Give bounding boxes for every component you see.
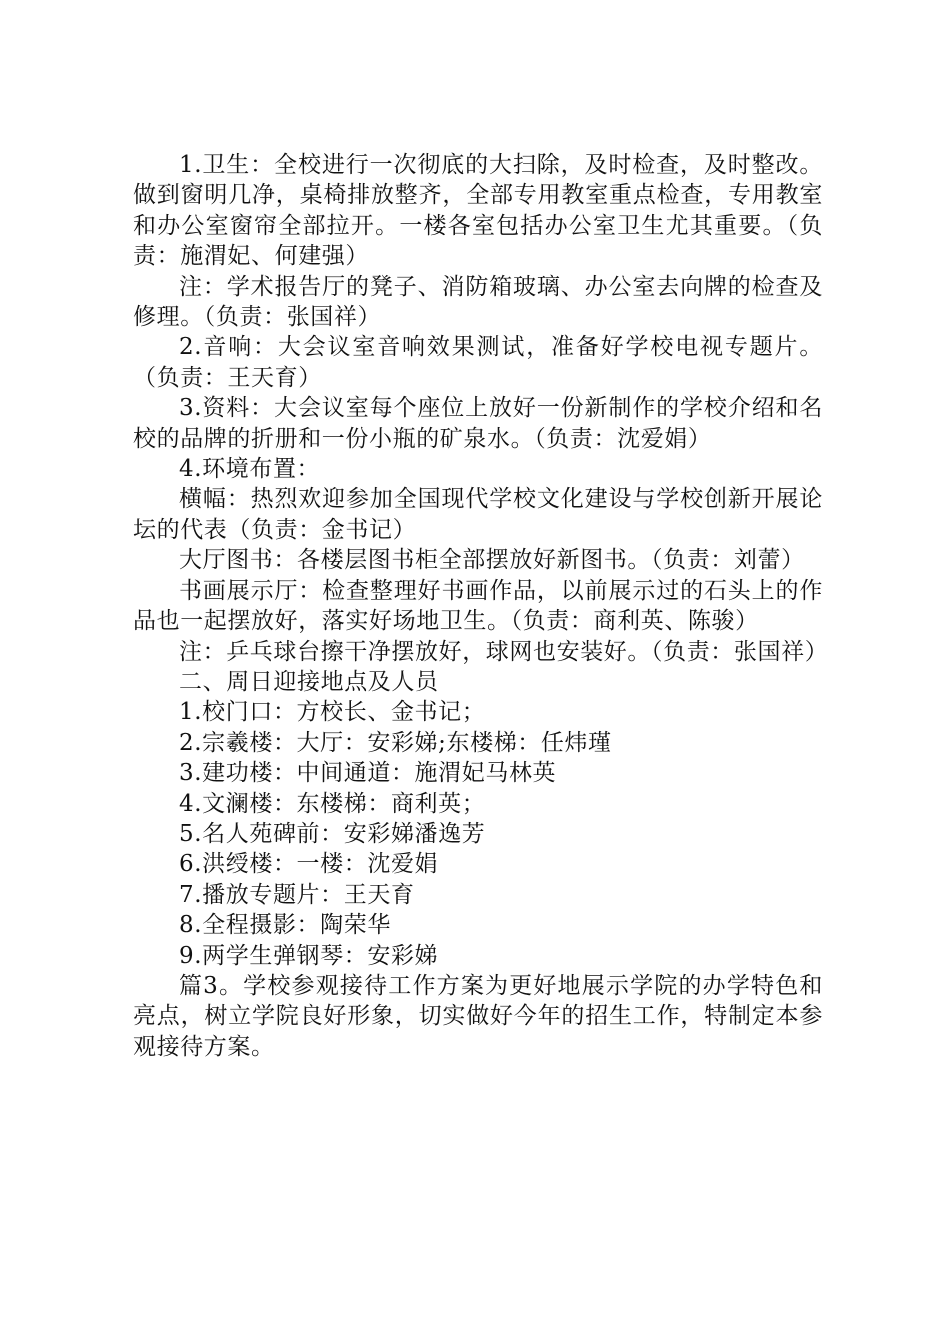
list-item-school-gate: 1.校门口：方校长、金书记；: [179, 699, 486, 726]
list-item-video: 7.播放专题片：王天育: [179, 881, 415, 908]
section-heading-sunday: 二、周日迎接地点及人员: [179, 668, 439, 695]
paragraph-lobby-books: 大厅图书：各楼层图书柜全部摆放好新图书。（负责：刘蕾）: [179, 547, 805, 574]
list-item-celebrity-garden: 5.名人苑碑前：安彩娣潘逸芳: [179, 820, 486, 847]
paragraph-art-hall: 书画展示厅：检查整理好书画作品，以前展示过的石头上的作品也一起摆放好，落实好场地卫生。（负责：商利英、陈骏）: [133, 577, 823, 635]
paragraph-note-table-tennis: 注：乒乓球台擦干净摆放好，球网也安装好。（负责：张国祥）: [179, 638, 829, 665]
list-item-piano: 9.两学生弹钢琴：安彩娣: [179, 942, 439, 969]
list-item-hongshou-building: 6.洪绶楼：一楼：沈爱娟: [179, 851, 439, 878]
paragraph-banner: 横幅：热烈欢迎参加全国现代学校文化建设与学校创新开展论坛的代表（负责：金书记）: [133, 486, 823, 543]
paragraph-hygiene: 1.卫生：全校进行一次彻底的大扫除，及时检查，及时整改。做到窗明几净，桌椅排放整齐，全部专用教室重点检查，专用教室和办公室窗帘全部拉开。一楼各室包括办公室卫生尤其重要。（负责：施渭妃、何建强）: [133, 152, 823, 270]
document-body: [133, 150, 829, 1062]
paragraph-note-repair: 注：学术报告厅的凳子、消防箱玻璃、办公室去向牌的检查及修理。（负责：张国祥）: [133, 273, 823, 331]
paragraph-environment: 4.环境布置：: [179, 456, 321, 483]
list-item-zongxi-building: 2.宗羲楼：大厅：安彩娣;东楼梯：任炜瑾: [179, 729, 612, 756]
list-item-photography: 8.全程摄影：陶荣华: [179, 912, 391, 939]
paragraph-audio: 2.音响：大会议室音响效果测试，准备好学校电视专题片。（负责：王天育）: [133, 334, 823, 391]
list-item-jiangong-building: 3.建功楼：中间通道：施渭妃马林英: [179, 760, 557, 787]
paragraph-chapter-3: 篇3。学校参观接待工作方案为更好地展示学院的办学特色和亮点，树立学院良好形象，切实做好今年的招生工作，特制定本参观接待方案。: [133, 972, 823, 1060]
list-item-wenlan-building: 4.文澜楼：东楼梯：商利英；: [179, 790, 486, 817]
paragraph-materials: 3.资料：大会议室每个座位上放好一份新制作的学校介绍和名校的品牌的折册和一份小瓶的矿泉水。（负责：沈爱娟）: [133, 395, 823, 452]
